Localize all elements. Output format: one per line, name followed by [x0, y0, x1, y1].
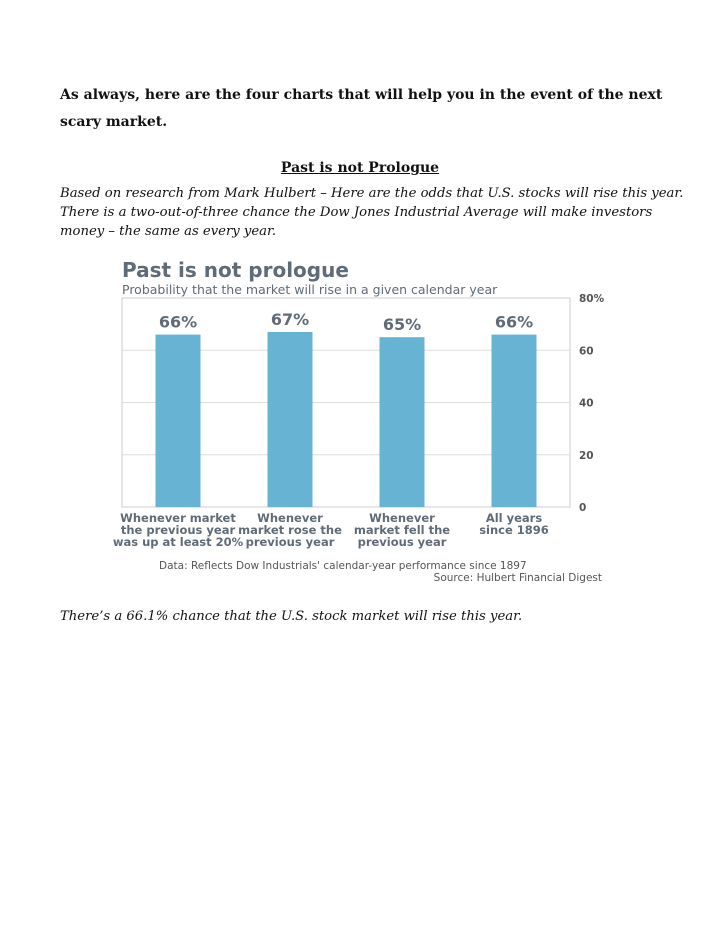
intro-paragraph — [60, 82, 680, 136]
research-line-3: money – the same as every year. — [60, 224, 277, 239]
category-label-line: Whenever market — [120, 511, 236, 525]
category-label-line: previous year — [245, 535, 335, 549]
y-tick-label: 80% — [579, 293, 605, 305]
bar-chart — [108, 254, 608, 590]
research-line-1: Based on research from Mark Hulbert – Here are the odds that U.S. stocks will rise this year. — [60, 186, 684, 201]
bar-value-label: 67% — [270, 309, 310, 329]
category-label-line: Whenever — [369, 511, 435, 525]
category-label — [238, 511, 342, 549]
category-label-line: market rose the — [238, 523, 342, 537]
chart-source: Source: Hulbert Financial Digest — [433, 572, 602, 584]
closing-sentence: There’s a 66.1% chance that the U.S. stock market will rise this year. — [60, 609, 523, 624]
bar-value-label: 66% — [158, 312, 198, 332]
category-label-line: market fell the — [353, 523, 451, 537]
category-label-line: since 1896 — [479, 523, 549, 537]
research-line-2: There is a two-out-of-three chance the Dow Jones Industrial Average will make investors — [60, 205, 653, 220]
research-paragraph — [60, 184, 700, 241]
category-label-line: All years — [485, 511, 543, 525]
category-label — [113, 511, 244, 549]
section-title: Past is not Prologue — [280, 160, 440, 176]
chart-note: Data: Reflects Dow Industrials' calendar-year performance since 1897 — [159, 560, 527, 572]
bar — [380, 337, 425, 507]
bar-value-label: 65% — [382, 315, 422, 335]
category-label-line: the previous year — [120, 523, 236, 537]
category-label — [479, 511, 549, 537]
category-label-line: Whenever — [257, 511, 323, 525]
y-tick-label: 40 — [579, 397, 594, 410]
category-label-line: previous year — [357, 535, 447, 549]
category-label — [354, 511, 450, 549]
intro-line-1: As always, here are the four charts that will help you in the event of the next — [60, 87, 663, 103]
category-label-line: was up at least 20% — [112, 535, 244, 549]
bar — [492, 335, 537, 507]
y-tick-label: 0 — [579, 502, 587, 514]
bar — [156, 335, 201, 507]
chart-title: Past is not prologue — [122, 258, 349, 282]
bar-value-label: 66% — [494, 312, 534, 332]
intro-line-2: scary market. — [60, 114, 168, 130]
bar — [268, 332, 313, 507]
y-tick-label: 60 — [579, 345, 594, 358]
chart-figure — [108, 254, 608, 590]
chart-subtitle: Probability that the market will rise in a given calendar year — [122, 282, 498, 297]
y-tick-label: 20 — [579, 449, 594, 462]
